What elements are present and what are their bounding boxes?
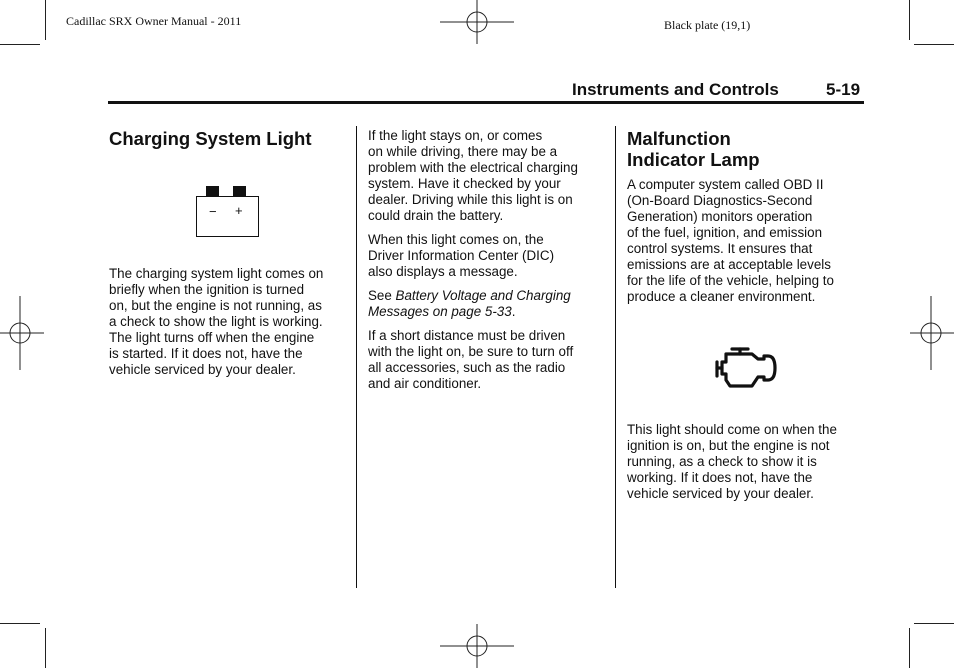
text-line: system. Have it checked by your xyxy=(368,176,561,191)
text-line: on while driving, there may be a xyxy=(368,144,558,159)
text-line: If the light stays on, or comes xyxy=(368,128,543,143)
column-divider xyxy=(615,126,616,588)
column-divider xyxy=(356,126,357,588)
text-line: The light turns off when the engine xyxy=(109,330,315,345)
text-line: When this light comes on, the xyxy=(368,232,544,247)
paragraph xyxy=(368,288,608,320)
battery-icon xyxy=(196,186,259,237)
page-number: 5-19 xyxy=(826,80,861,99)
crop-mark xyxy=(914,44,954,45)
text-line: The charging system light comes on xyxy=(109,266,324,281)
crop-mark xyxy=(0,623,40,624)
text-line: problem with the electrical charging xyxy=(368,160,578,175)
text-line: of the fuel, ignition, and emission xyxy=(627,225,823,240)
text-line: A computer system called OBD II xyxy=(627,177,824,192)
heading-charging-system-light: Charging System Light xyxy=(109,128,312,149)
battery-terminal-left xyxy=(206,186,219,196)
text-line: working. If it does not, have the xyxy=(627,470,813,485)
heading-line: Malfunction xyxy=(627,128,731,149)
cross-reference-link[interactable]: Messages on page 5‑33 xyxy=(368,304,512,319)
text-line: dealer. Driving while this light is on xyxy=(368,192,573,207)
text-line: briefly when the ignition is turned xyxy=(109,282,305,297)
paragraph xyxy=(368,328,608,392)
header-plate-info: Black plate (19,1) xyxy=(664,18,751,32)
see-text: See xyxy=(368,288,396,303)
registration-mark-top xyxy=(440,0,514,44)
text-line: is started. If it does not, have the xyxy=(109,346,303,361)
crop-mark xyxy=(0,44,40,45)
text-line: on, but the engine is not running, as xyxy=(109,298,322,313)
text-line: could drain the battery. xyxy=(368,208,504,223)
text-line xyxy=(368,304,608,320)
registration-mark-bottom xyxy=(440,624,514,668)
battery-body xyxy=(196,196,259,237)
text-line: Driver Information Center (DIC) xyxy=(368,248,555,263)
text-line: produce a cleaner environment. xyxy=(627,289,816,304)
mil-check-description xyxy=(627,422,867,502)
text-line: for the life of the vehicle, helping to xyxy=(627,273,834,288)
battery-plus-sign: + xyxy=(235,203,243,218)
text-line: control systems. It ensures that xyxy=(627,241,813,256)
text-line: also displays a message. xyxy=(368,264,518,279)
crop-mark xyxy=(909,628,910,668)
paragraph xyxy=(368,128,608,224)
section-divider xyxy=(108,101,864,104)
text-line: Generation) monitors operation xyxy=(627,209,813,224)
section-title: Instruments and Controls xyxy=(572,80,779,99)
paragraph xyxy=(368,232,608,280)
text-line: and air conditioner. xyxy=(368,376,482,391)
heading-line: Indicator Lamp xyxy=(627,149,760,170)
heading-malfunction-indicator-lamp xyxy=(627,128,760,170)
text-line: (On-Board Diagnostics-Second xyxy=(627,193,813,208)
charging-light-description xyxy=(109,266,349,378)
battery-terminal-right xyxy=(233,186,246,196)
text-line: emissions are at acceptable levels xyxy=(627,257,831,272)
text-line xyxy=(368,288,608,304)
crop-mark xyxy=(45,628,46,668)
text-line: vehicle serviced by your dealer. xyxy=(627,486,814,501)
obd-description xyxy=(627,177,867,305)
registration-mark-right xyxy=(910,296,954,370)
battery-minus-sign: − xyxy=(209,204,217,219)
cross-reference-link[interactable]: Battery Voltage and Charging xyxy=(395,288,571,303)
crop-mark xyxy=(914,623,954,624)
header-manual-title: Cadillac SRX Owner Manual - 2011 xyxy=(66,14,242,28)
text-line: vehicle serviced by your dealer. xyxy=(109,362,296,377)
crop-mark xyxy=(45,0,46,40)
text-line: with the light on, be sure to turn off xyxy=(368,344,574,359)
charging-light-continued xyxy=(368,128,608,400)
registration-mark-left xyxy=(0,296,44,370)
period: . xyxy=(511,304,516,319)
check-engine-icon xyxy=(712,346,780,390)
crop-mark xyxy=(909,0,910,40)
text-line: If a short distance must be driven xyxy=(368,328,566,343)
text-line: running, as a check to show it is xyxy=(627,454,817,469)
text-line: a check to show the light is working. xyxy=(109,314,323,329)
text-line: ignition is on, but the engine is not xyxy=(627,438,830,453)
text-line: This light should come on when the xyxy=(627,422,837,437)
text-line: all accessories, such as the radio xyxy=(368,360,566,375)
